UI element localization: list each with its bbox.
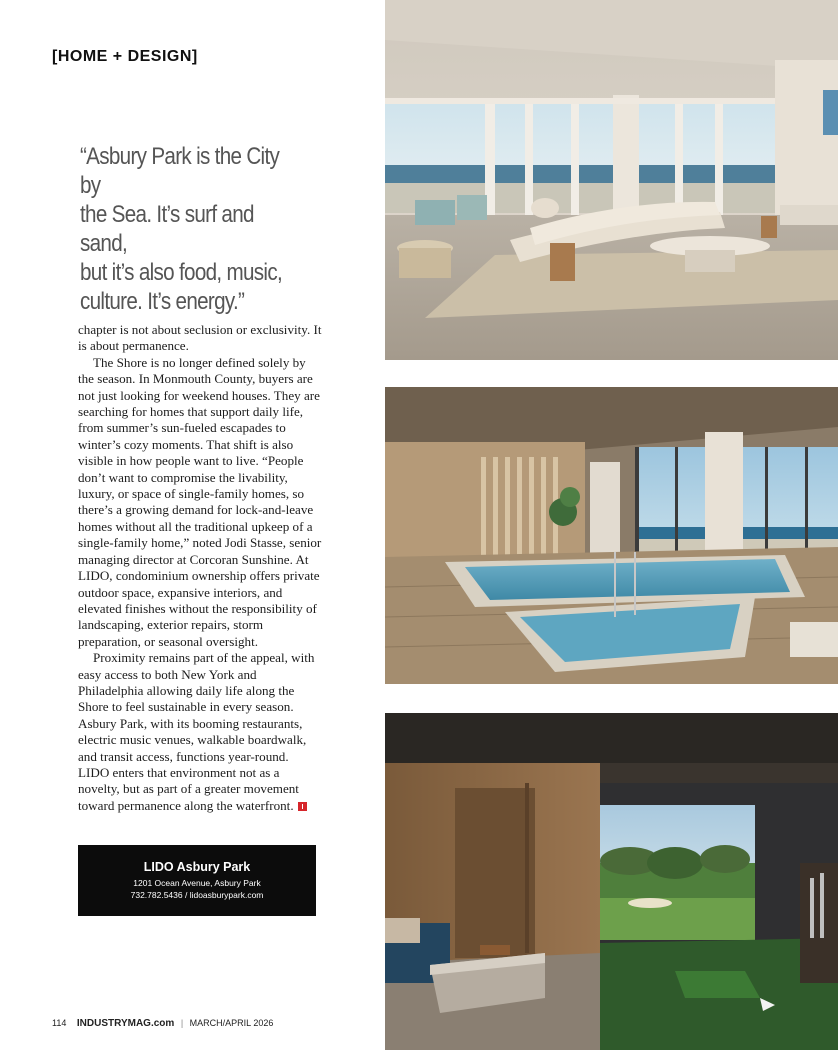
golf-simulator-photo — [385, 713, 838, 1050]
page-footer — [52, 1018, 273, 1029]
body-paragraph: chapter is not about seclusion or exclusivity. It is about permanence. — [78, 322, 322, 354]
pool-photo — [385, 387, 838, 684]
issue-date: MARCH/APRIL 2026 — [189, 1018, 274, 1028]
magazine-brand: INDUSTRYMAG.com — [76, 1018, 175, 1029]
article-body — [78, 322, 322, 814]
end-mark-icon — [298, 802, 307, 811]
pull-quote-line: “Asbury Park is the City by — [80, 143, 280, 199]
property-address: 1201 Ocean Avenue, Asbury Park — [133, 878, 261, 888]
page-number: 114 — [52, 1018, 67, 1028]
lounge-photo — [385, 0, 838, 360]
pull-quote — [80, 142, 286, 316]
pull-quote-line: culture. It’s energy.” — [80, 288, 245, 315]
footer-separator: | — [180, 1018, 184, 1028]
body-paragraph-text: Proximity remains part of the appeal, with easy access to both New York and Philadelphia allowing daily life along the Shore to feel sustainable in every season. Asbury Park, with its booming restaurants, electric music venues, walkable boardwalk, and transit access, functions year-round. LIDO enters that environment not as a novelty, but as part of a greater movement toward permanence along the waterfront. — [78, 650, 315, 813]
section-tag: [HOME + DESIGN] — [52, 48, 198, 65]
body-paragraph — [78, 650, 322, 814]
pull-quote-line: but it’s also food, music, — [80, 259, 283, 286]
property-name: LIDO Asbury Park — [143, 860, 251, 874]
property-contact: 732.782.5436 / lidoasburypark.com — [130, 890, 264, 900]
pull-quote-line: the Sea. It’s surf and sand, — [80, 201, 254, 257]
body-paragraph: The Shore is no longer defined solely by the season. In Monmouth County, buyers are not just looking for weekend houses. They are searching for homes that support daily life, from summer’s sun-fueled escapades to winter’s cozy moments. That shift is also visible in how people want to live. “People don’t want to compromise the livability, luxury, or space of single-family homes, so there’s a growing demand for lock-and-leave homes without all the traditional upkeep of a single-family home,” noted Jodi Stasse, senior managing director at Corcoran Sunshine. At LIDO, condominium ownership offers private outdoor space, expansive interiors, and elevated finishes without the responsibility of landscaping, exterior repairs, storm preparation, or seasonal oversight. — [78, 354, 322, 649]
property-info-box — [78, 845, 316, 916]
